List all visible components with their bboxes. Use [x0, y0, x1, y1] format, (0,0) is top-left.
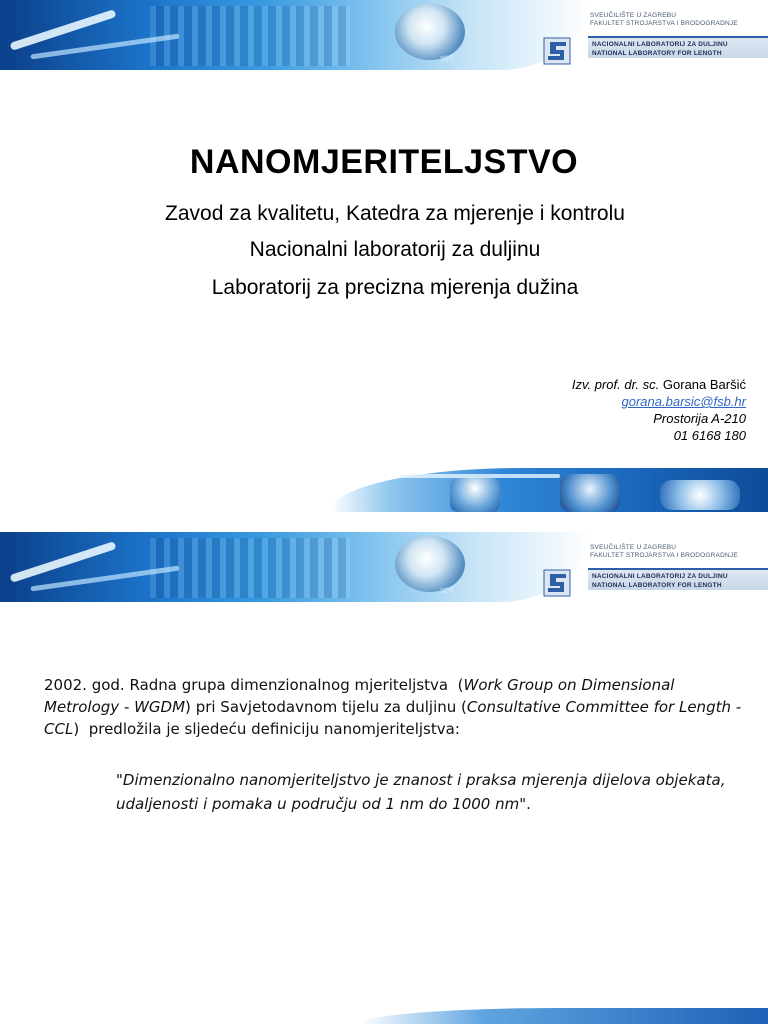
- fsb-logo-icon: [540, 32, 576, 68]
- contact-block: [572, 376, 746, 444]
- lab-equipment-photo: [0, 0, 590, 70]
- author-phone: 01 6168 180: [673, 428, 746, 443]
- subtitle-department: Zavod za kvalitetu, Katedra za mjerenje i kontrolu: [165, 202, 625, 225]
- subtitle-precision-lab: Laboratorij za precizna mjerenja dužina: [211, 276, 579, 299]
- header-banner: [0, 0, 768, 72]
- header-banner: [0, 532, 768, 604]
- photo-label: 309: [439, 584, 455, 597]
- institution-name: SVEUČILIŠTE U ZAGREBU FAKULTET STROJARSTVA I BRODOGRADNJE: [590, 544, 738, 559]
- slide-title: NANOMJERITELJSTVO: [189, 143, 579, 181]
- lab-equipment-photo: [0, 532, 590, 602]
- footer-lab-image: [330, 468, 768, 512]
- footer-lab-image: [360, 1008, 768, 1024]
- author-line: [572, 376, 746, 393]
- definition-quote: "Dimenzionalno nanomjeriteljstvo je znanost i praksa mjerenja dijelova objekata, udaljenosti i pomaka u području od 1 nm do 1000 nm".: [116, 771, 726, 813]
- definition-slide: [0, 532, 768, 1024]
- fsb-logo-icon: [540, 564, 576, 600]
- definition-intro-paragraph: 2002. god. Radna grupa dimenzionalnog mjeriteljstva (Work Group on Dimensional Metrology - WGDM) pri Savjetodavnom tijelu za duljinu (Consultative Committee for Length - CCL) predložila je sljedeću definiciju nanomjeriteljstva:: [44, 676, 742, 738]
- slide-separator: [0, 512, 768, 532]
- author-title: Izv. prof. dr. sc.: [571, 377, 660, 392]
- photo-label: 309: [439, 52, 455, 65]
- institution-name: SVEUČILIŠTE U ZAGREBU FAKULTET STROJARSTVA I BRODOGRADNJE: [590, 12, 738, 27]
- author-room: Prostorija A-210: [653, 411, 746, 426]
- author-email-link[interactable]: gorana.barsic@fsb.hr: [621, 394, 746, 409]
- author-name: Gorana Baršić: [662, 377, 746, 392]
- laboratory-name: NACIONALNI LABORATORIJ ZA DULJINU NATIONAL LABORATORY FOR LENGTH: [588, 36, 768, 58]
- subtitle-national-lab: Nacionalni laboratorij za duljinu: [249, 238, 541, 261]
- laboratory-name: NACIONALNI LABORATORIJ ZA DULJINU NATIONAL LABORATORY FOR LENGTH: [588, 568, 768, 590]
- microscope-lens-image: [395, 536, 465, 592]
- microscope-lens-image: [395, 4, 465, 60]
